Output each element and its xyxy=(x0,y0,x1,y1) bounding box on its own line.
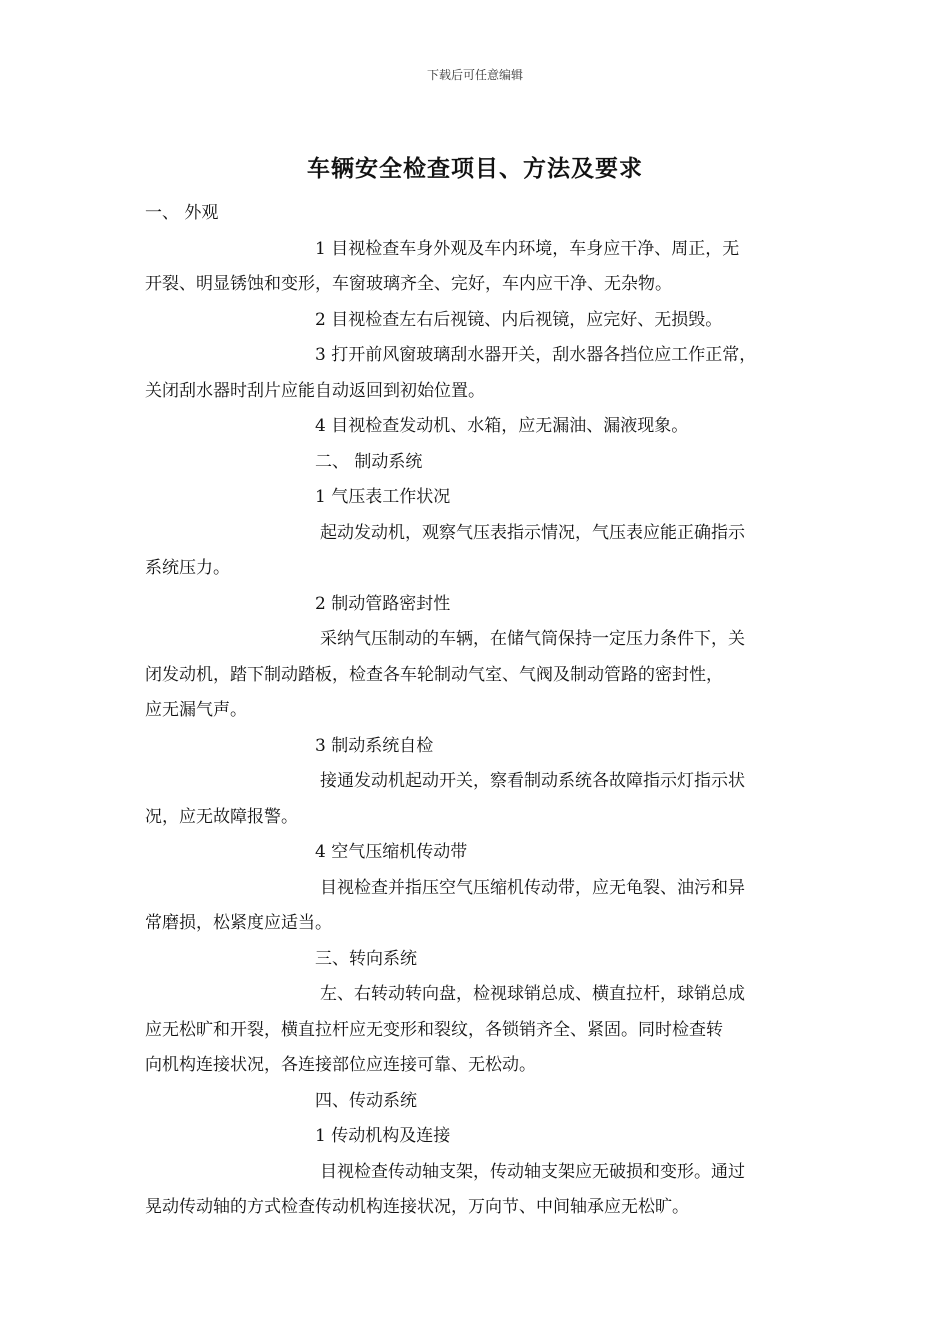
subsection-heading: 4 空气压缩机传动带 xyxy=(315,842,468,862)
paragraph-line: 系统压力。 xyxy=(145,558,230,578)
paragraph-line: 左、右转动转向盘，检视球销总成、横直拉杆，球销总成 xyxy=(320,984,745,1004)
subsection-heading: 1 传动机构及连接 xyxy=(315,1126,451,1146)
paragraph-line: 开裂、明显锈蚀和变形，车窗玻璃齐全、完好，车内应干净、无杂物。 xyxy=(145,274,672,294)
paragraph-line: 闭发动机，踏下制动踏板，检查各车轮制动气室、气阀及制动管路的密封性， xyxy=(145,664,723,685)
paragraph-line: 向机构连接状况，各连接部位应连接可靠、无松动。 xyxy=(145,1055,536,1075)
paragraph-line: 应无松旷和开裂，横直拉杆应无变形和裂纹，各锁销齐全、紧固。同时检查转 xyxy=(145,1019,723,1040)
section-heading: 四、传动系统 xyxy=(315,1090,417,1111)
paragraph-line: 2 目视检查左右后视镜、内后视镜，应完好、无损毁。 xyxy=(315,309,723,330)
paragraph-line: 接通发动机起动开关，察看制动系统各故障指示灯指示状 xyxy=(320,771,745,791)
paragraph-line: 4 目视检查发动机、水箱，应无漏油、漏液现象。 xyxy=(315,416,689,436)
paragraph-line: 应无漏气声。 xyxy=(145,700,247,720)
paragraph-line: 3 打开前风窗玻璃刮水器开关，刮水器各挡位应工作正常， xyxy=(315,345,757,365)
paragraph-line: 常磨损，松紧度应适当。 xyxy=(145,913,332,933)
page-title: 车辆安全检查项目、方法及要求 xyxy=(307,155,643,182)
subsection-heading: 3 制动系统自检 xyxy=(315,735,434,756)
header-note: 下载后可任意编辑 xyxy=(426,68,523,82)
paragraph-line: 采纳气压制动的车辆，在储气筒保持一定压力条件下，关 xyxy=(320,629,745,649)
paragraph-line: 起动发动机，观察气压表指示情况，气压表应能正确指示 xyxy=(320,522,745,543)
paragraph-line: 目视检查传动轴支架，传动轴支架应无破损和变形。通过 xyxy=(320,1161,745,1182)
paragraph-line: 关闭刮水器时刮片应能自动返回到初始位置。 xyxy=(145,380,485,401)
section-heading: 三、转向系统 xyxy=(315,948,417,969)
subsection-heading: 1 气压表工作状况 xyxy=(315,487,451,507)
paragraph-line: 况，应无故障报警。 xyxy=(145,806,298,827)
section-heading: 一、 外观 xyxy=(145,203,219,223)
subsection-heading: 2 制动管路密封性 xyxy=(315,593,451,614)
section-heading: 二、 制动系统 xyxy=(315,451,423,472)
document-body xyxy=(145,196,810,1226)
paragraph-line: 晃动传动轴的方式检查传动机构连接状况，万向节、中间轴承应无松旷。 xyxy=(145,1197,689,1217)
paragraph-line: 1 目视检查车身外观及车内环境，车身应干净、周正，无 xyxy=(315,238,740,259)
paragraph-line: 目视检查并指压空气压缩机传动带，应无龟裂、油污和异 xyxy=(320,877,745,898)
